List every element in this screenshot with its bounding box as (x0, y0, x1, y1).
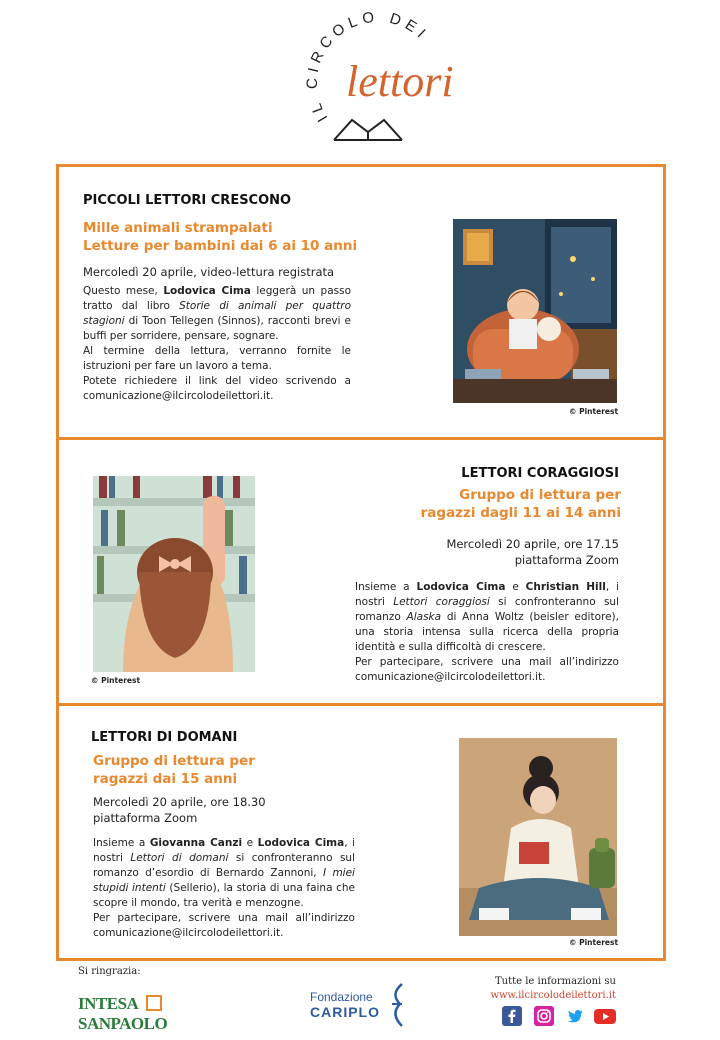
section-subtitle (421, 486, 621, 522)
image-credit: © Pinterest (91, 676, 141, 685)
event-date: Mercoledì 20 aprile, video-lettura registrata (83, 265, 335, 279)
logo (290, 8, 470, 148)
author-name: Lodovica Cima (163, 285, 251, 297)
subtitle-line: Gruppo di lettura per (459, 487, 621, 503)
book-title: Storie di animali per quattro stagioni (83, 300, 351, 327)
section-piccoli-lettori (56, 164, 666, 440)
image-credit: © Pinterest (569, 407, 619, 416)
author-name: Lodovica Cima (257, 837, 345, 849)
group-name: Lettori coraggiosi (393, 596, 490, 608)
logo-word: lettori (346, 57, 454, 106)
instagram-icon[interactable] (534, 1006, 554, 1026)
section-title: PICCOLI LETTORI CRESCONO (83, 193, 292, 208)
author-name: Lodovica Cima (416, 581, 506, 593)
section-lettori-coraggiosi (56, 437, 666, 706)
image-credit: © Pinterest (569, 938, 619, 947)
event-description: Questo mese, Lodovica Cima leggerà un passo tratto dal libro Storie di animali per quattro stagioni di Toon Tellegen (Sinnos), racconti brevi e buffi per sorridere, pensare, sognare. Al termine della lettura, verranno fornite le istruzioni per fare un lavoro a tema. Potete richiedere il link del video scrivendo a comunicazione@ilcircolodeilettori.it. (83, 285, 352, 402)
event-description: Insieme a Lodovica Cima e Christian Hill, i nostri Lettori coraggiosi si confronteranno sul romanzo Alaska di Anna Woltz (beisler editore), una storia intensa sulla ricerca della propria identità e sulla difficoltà di crescere. Per partecipare, scrivere una mail all’indirizzo comunicazione@ilcircolodeilettori.it. (355, 581, 620, 683)
group-name: Lettori di domani (130, 852, 229, 864)
event-date: Mercoledì 20 aprile, ore 18.30 piattaforma Zoom (93, 795, 266, 825)
subtitle-line: ragazzi dagli 11 ai 14 anni (420, 505, 621, 521)
logo-mark (290, 8, 470, 148)
section-lettori-di-domani (56, 703, 666, 961)
sponsor-name-right: SANPAOLO (78, 1014, 168, 1033)
section-subtitle (93, 752, 255, 788)
logo-arc-text: IL CIRCOLO DEI (303, 8, 433, 125)
sponsor-name-left: INTESA (78, 994, 139, 1013)
sponsor-intesa-sanpaolo (78, 994, 256, 1033)
facebook-icon[interactable] (502, 1006, 522, 1026)
event-date: Mercoledì 20 aprile, ore 17.15 piattaforma Zoom (446, 537, 619, 567)
author-name: Christian Hill (525, 581, 606, 593)
website-link[interactable]: www.ilcircolodeilettori.it (490, 990, 616, 1001)
sponsor-line1: Fondazione (310, 990, 373, 1004)
thanks-label: Si ringrazia: (78, 966, 141, 977)
section-title: LETTORI DI DOMANI (91, 730, 238, 745)
sponsor-line2: CARIPLO (310, 1004, 380, 1020)
youtube-icon[interactable] (593, 1006, 613, 1026)
subtitle-line: ragazzi dai 15 anni (93, 771, 238, 787)
author-name: Giovanna Canzi (149, 837, 243, 849)
event-description: Insieme a Giovanna Canzi e Lodovica Cima, i nostri Lettori di domani si confronteranno sul romanzo d’esordio di Bernardo Zannoni, I miei stupidi intenti (Sellerio), la storia di una faina che scopre il mondo, tra verità e menzogne. Per partecipare, scrivere una mail all’indirizzo comunicazione@ilcircolodeilettori.it. (93, 837, 356, 939)
cariplo-logo-icon (388, 982, 408, 1028)
section-subtitle (83, 219, 357, 255)
book-title: Alaska (406, 611, 442, 623)
illustration-girl-reading (459, 738, 617, 936)
illustration-child-reading (453, 219, 617, 403)
twitter-icon[interactable] (565, 1006, 585, 1026)
subtitle-line: Letture per bambini dai 6 ai 10 anni (83, 238, 358, 254)
illustration-girl-bookshelf (93, 476, 255, 672)
subtitle-line: Mille animali strampalati (83, 220, 273, 236)
sponsor-fondazione-cariplo (310, 990, 420, 1030)
sponsor-emblem-icon (146, 995, 162, 1011)
subtitle-line: Gruppo di lettura per (93, 753, 255, 769)
section-title: LETTORI CORAGGIOSI (461, 466, 619, 481)
book-title: I miei stupidi intenti (93, 867, 355, 894)
info-label: Tutte le informazioni su (494, 976, 616, 987)
